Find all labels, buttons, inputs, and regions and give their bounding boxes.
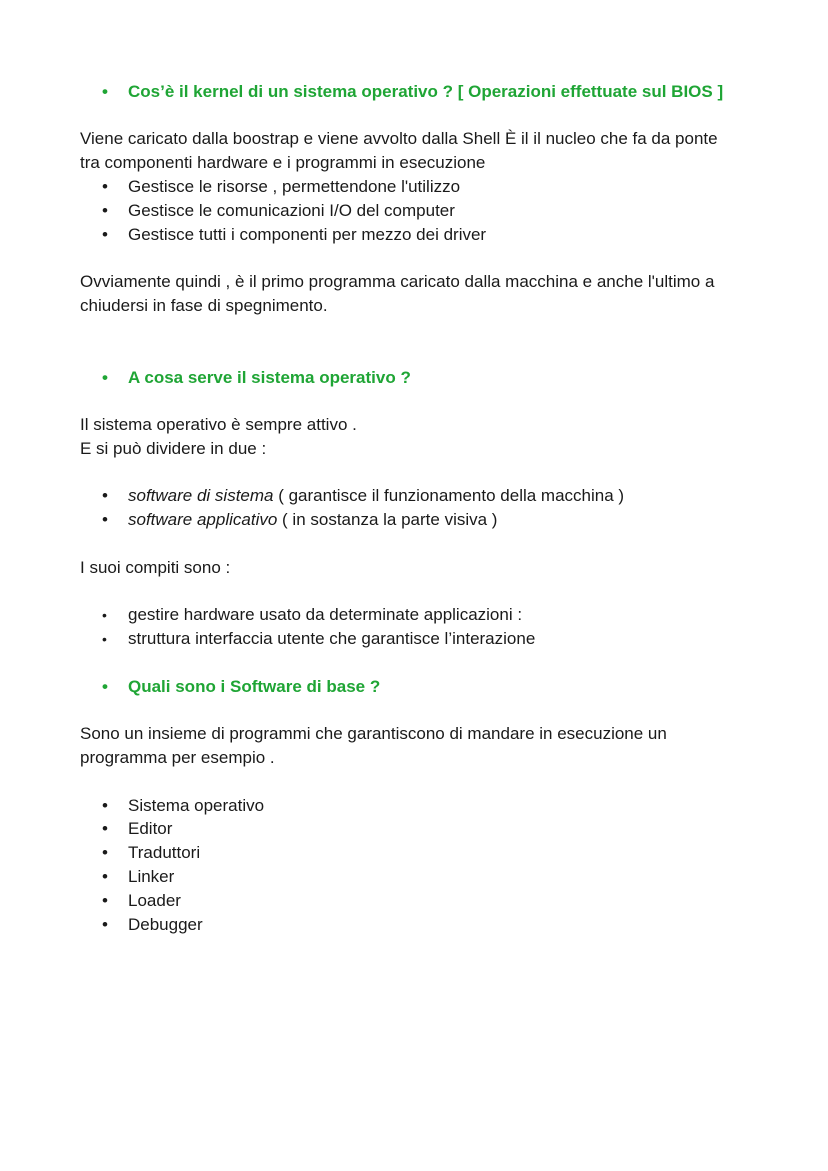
list-item bbox=[102, 175, 460, 199]
list-item-text: Sistema operativo bbox=[128, 796, 265, 815]
bullet: • bbox=[102, 677, 108, 696]
list-item bbox=[102, 199, 455, 223]
list-item bbox=[102, 841, 200, 865]
list-item-text: gestire hardware usato da determinate applicazioni : bbox=[128, 605, 523, 624]
bullet: • bbox=[102, 486, 108, 505]
bullet: • bbox=[102, 891, 108, 910]
bullet: • bbox=[102, 510, 108, 529]
list-item bbox=[102, 817, 172, 841]
list-item-text: Editor bbox=[128, 819, 173, 838]
term-description: ( garantisce il funzionamento della macchina ) bbox=[273, 486, 625, 505]
list-item bbox=[102, 627, 535, 651]
section-heading-kernel bbox=[102, 80, 723, 104]
bullet: • bbox=[102, 819, 108, 838]
list-item-text: struttura interfaccia utente che garantisce l’interazione bbox=[128, 629, 536, 648]
heading-text: Quali sono i Software di base ? bbox=[128, 677, 381, 696]
list-item bbox=[102, 889, 181, 913]
list-item-text: Gestisce le risorse , permettendone l'utilizzo bbox=[128, 177, 461, 196]
bullet: • bbox=[102, 796, 108, 815]
bullet: • bbox=[102, 201, 108, 220]
bullet: • bbox=[102, 82, 108, 101]
list-item bbox=[102, 508, 497, 532]
heading-text: A cosa serve il sistema operativo ? bbox=[128, 368, 411, 387]
term: software di sistema bbox=[128, 486, 274, 505]
list-item-text: Linker bbox=[128, 867, 175, 886]
bullet: • bbox=[102, 867, 108, 886]
bullet: • bbox=[102, 843, 108, 862]
term: software applicativo bbox=[128, 510, 278, 529]
list-item-text: Gestisce le comunicazioni I/O del computer bbox=[128, 201, 455, 220]
list-item bbox=[102, 484, 624, 508]
section-heading-base-software bbox=[102, 675, 380, 699]
paragraph-line: tra componenti hardware e i programmi in esecuzione bbox=[80, 153, 486, 172]
list-item-text: Traduttori bbox=[128, 843, 201, 862]
paragraph-line: E si può dividere in due : bbox=[80, 439, 267, 458]
term-description: ( in sostanza la parte visiva ) bbox=[277, 510, 498, 529]
paragraph-line: programma per esempio . bbox=[80, 748, 275, 767]
list-item bbox=[102, 603, 522, 627]
paragraph-line: I suoi compiti sono : bbox=[80, 558, 231, 577]
list-item bbox=[102, 913, 203, 937]
bullet: • bbox=[102, 607, 107, 623]
list-item-text: Debugger bbox=[128, 915, 203, 934]
bullet: • bbox=[102, 177, 108, 196]
list-item bbox=[102, 223, 486, 247]
bullet: • bbox=[102, 631, 107, 647]
bullet: • bbox=[102, 225, 108, 244]
paragraph-line: Ovviamente quindi , è il primo programma caricato dalla macchina e anche l'ultimo a bbox=[80, 272, 715, 291]
list-item bbox=[102, 794, 264, 818]
heading-text: Cos’è il kernel di un sistema operativo ? [ Operazioni effettuate sul BIOS ] bbox=[128, 82, 724, 101]
section-heading-os-purpose bbox=[102, 366, 411, 390]
paragraph-line: Viene caricato dalla boostrap e viene avvolto dalla Shell È il il nucleo che fa da ponte bbox=[80, 129, 718, 148]
paragraph-line: chiudersi in fase di spegnimento. bbox=[80, 296, 328, 315]
list-item bbox=[102, 865, 174, 889]
list-item-text: Loader bbox=[128, 891, 181, 910]
bullet: • bbox=[102, 368, 108, 387]
list-item-text: Gestisce tutti i componenti per mezzo dei driver bbox=[128, 225, 487, 244]
bullet: • bbox=[102, 915, 108, 934]
paragraph-line: Sono un insieme di programmi che garantiscono di mandare in esecuzione un bbox=[80, 724, 667, 743]
paragraph-line: Il sistema operativo è sempre attivo . bbox=[80, 415, 357, 434]
